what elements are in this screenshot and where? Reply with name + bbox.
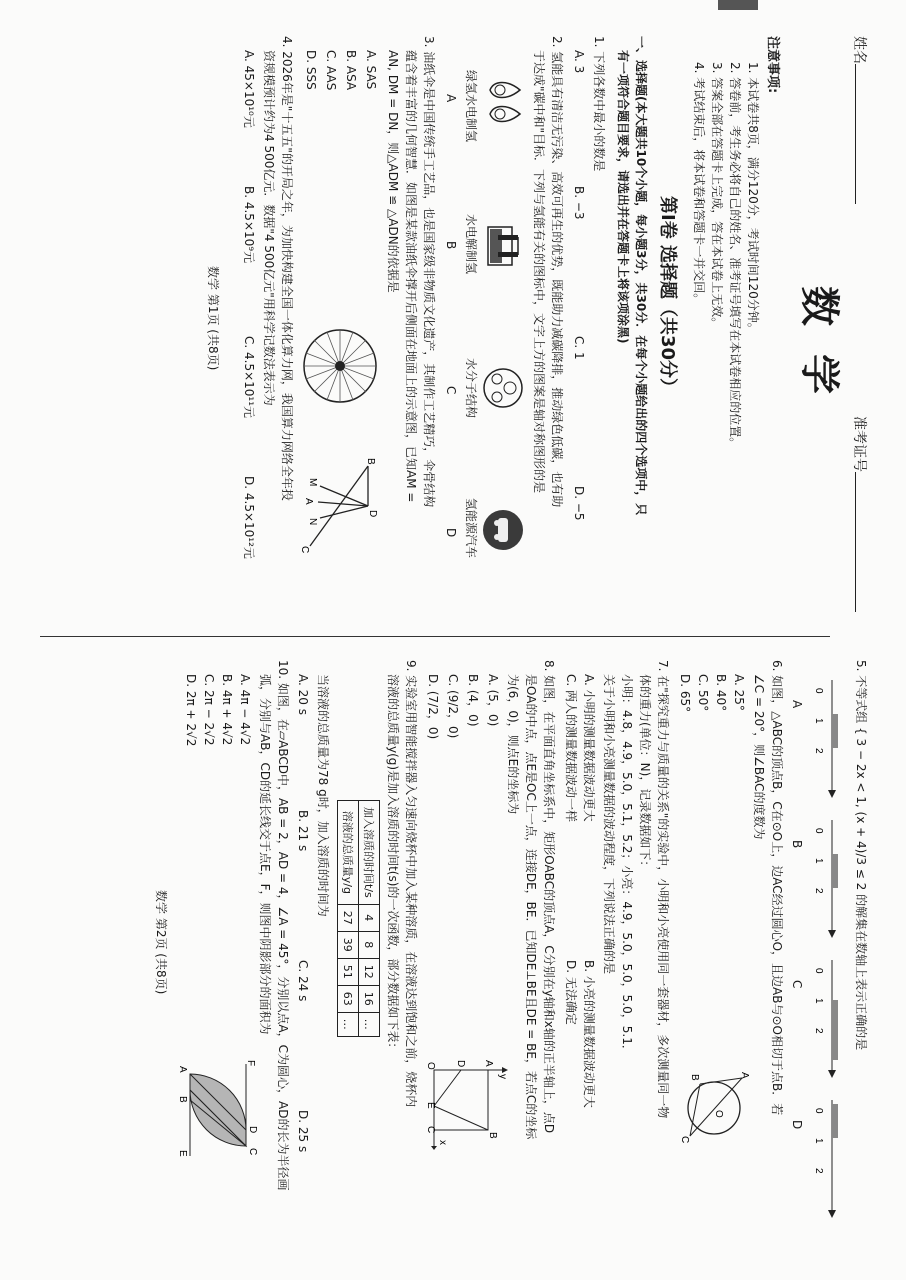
q10-stem: 10. 如图，在▱ABCD中，AB = 2，AD = 4，∠A = 45°，分别以点A，C为圆心，AD的长为半径画 [276,660,290,1191]
q7-option-a: A. 小明的测量数据波动更大 [582,674,596,822]
q9-stem: 9. 实验室用智能搅拌器入匀速向烧杯中加入某种溶质，在溶液达到饱和之前，烧杯内 [404,660,418,1108]
svg-text:O: O [425,1062,436,1070]
svg-text:1: 1 [813,998,824,1004]
q5-number-lines [802,680,846,1240]
q4-option-b: B. 4.5×10⁹元 [242,186,256,264]
q3-option-d: D. SSS [304,50,318,90]
q9-stem: 当溶液的总质量为78 g时，加入溶质的时间为 [316,674,330,917]
q1-option-a: A. 3 [572,50,586,74]
q10-option-a: A. 4π − 4√2 [238,674,252,746]
q3-stem: 3. 油纸伞是中国传统手工艺品，也是国家级非物质文化遗产，其制作工艺精巧，伞骨结构 [422,36,436,508]
green-hydrogen-icon [480,76,524,130]
q9-option-d: D. 25 s [296,1110,310,1153]
q1-option-c: C. 1 [572,336,586,360]
notice-item: 3. 答案全部在答题卡上完成，答在本试卷上无效。 [710,62,724,330]
svg-text:2: 2 [813,1028,824,1034]
svg-text:y: y [497,1074,508,1079]
q8-option-a: A. (5，0) [486,674,500,727]
q5-option-c: C [790,980,804,989]
svg-text:C: C [425,1126,436,1134]
q8-option-d: D. (7/2，0) [426,674,440,740]
table-row-label: 加入溶质的时间t/s [359,801,380,905]
svg-text:0: 0 [813,688,824,694]
electrolysis-icon [480,221,522,271]
q4-option-c: C. 4.5×10¹¹元 [242,336,256,419]
svg-text:2: 2 [813,748,824,754]
fig-label: A [303,498,314,505]
q8-coordinate-figure [424,1060,508,1150]
q10-option-d: D. 2π + 2√2 [184,674,198,747]
q10-option-c: C. 2π − 2√2 [202,674,216,746]
q10-parallelogram-figure [176,1060,260,1160]
q3-stem: 蕴含着丰富的几何智慧．如图是某款油纸伞撑开后侧面在地面上的示意图，已知AM = [404,50,418,503]
svg-text:E: E [177,1150,188,1157]
q1-option-d: D. −5 [572,486,586,521]
q4-stem: 4. 2026年是"十五五"的开局之年，为加快构建全国一体化算力网，我国算力网络全年投 [280,36,294,501]
exam-number-field [850,416,869,612]
q5-option-a: A [790,700,804,709]
page-footer: 数学 第2页 (共8页) [154,890,168,995]
q5-option-b: B [790,840,804,849]
q3-option-c: C. AAS [324,50,338,91]
number-line-a [813,680,838,798]
page-title: 数学 [796,286,843,422]
svg-text:E: E [425,1102,436,1109]
q6-circle-figure [676,1070,750,1146]
q2-option-c: C [444,386,458,395]
notice-item: 2. 答卷前，考生务必将自己的姓名、准考证号填写在本试卷相应的位置。 [728,62,742,450]
exam-page-2 [68,660,868,1250]
q1-option-b: B. −3 [572,186,586,220]
name-field [850,36,869,204]
svg-text:1: 1 [813,1138,824,1144]
svg-text:D: D [455,1060,466,1068]
q9-stem: 溶液的总质量y(g)是加入溶质的时间t(s)的一次函数，部分数据如下表： [386,674,400,1055]
q7-stem: 关于小明和小亮测量数据的波动程度，下列说法正确的是 [602,674,616,975]
svg-text:C: C [247,1148,258,1156]
umbrella-triangle-figure [296,456,380,556]
svg-text:x: x [437,1140,448,1145]
page-divider [40,636,830,637]
q10-option-b: B. 4π + 4√2 [220,674,234,746]
scan-edge-mark [718,0,758,10]
svg-text:F: F [245,1060,256,1067]
q4-option-a: A. 45×10¹⁰元 [242,50,256,128]
q2-icon-caption: 水电解制氢 [464,214,478,275]
q7-option-d: D. 无法确定 [564,960,578,1025]
q8-stem: 为(6，0)，则点E的坐标为 [506,674,520,815]
notice-item: 1. 本试卷共8页，满分120分，考试时间120分钟。 [746,62,760,335]
svg-text:1: 1 [813,718,824,724]
q9-option-a: A. 20 s [296,674,310,715]
q2-icon-caption: 绿氢水电制氢 [464,70,478,143]
q10-stem: 弧，分别与AB，CD的延长线交于点E，F，则图中阴影部分的面积为 [258,674,272,1035]
q7-option-c: C. 两人的测量数据波动一样 [564,674,578,823]
name-label: 姓名 [851,36,867,64]
q2-icon-caption: 水分子结构 [464,358,478,419]
q2-stem: 于达成"碳中和"目标．下列与氢能有关的图标中，文字上方的图案是轴对称图形的是 [532,50,546,494]
q8-option-c: C. (9/2，0) [446,674,460,739]
q2-option-a: A [444,94,458,103]
q6-stem: 6. 如图，△ABC的顶点B，C在⊙O上，边AC经过圆心O，且边AB与⊙O相切于点B．若 [770,660,784,1116]
svg-text:0: 0 [813,828,824,834]
svg-text:A: A [483,1060,494,1067]
q5-stem: 5. 不等式组 { 3 − 2x < 1, (x + 4)/3 ≤ 2 的解集在数轴上表示正确的是 [854,660,868,1051]
svg-text:2: 2 [813,888,824,894]
q4-option-d: D. 4.5×10¹²元 [242,476,256,559]
exam-number-label: 准考证号 [851,416,867,472]
q1-stem: 1. 下列各数中最小的数是 [592,36,606,172]
fig-label: B [365,458,376,465]
q4-stem: 资规模预计约为4 500亿元．数据"4 500亿元"用科学记数法表示为 [262,50,276,406]
q6-option-a: A. 25° [732,674,746,711]
hydrogen-car-icon [478,508,524,552]
umbrella-figure [296,326,380,406]
q9-data-table: 加入溶质的时间t/s 4 8 12 16 … 溶液的总质量y/g 27 39 51 63 … [337,800,380,1037]
q9-option-b: B. 21 s [296,810,310,852]
table-row-label: 溶液的总质量y/g [338,801,359,905]
exam-page-1 [68,36,868,626]
q3-option-b: B. ASA [344,50,358,91]
q7-stem: 7. 在"探究重力与质量的关系"的实验中，小明和小亮使用同一套器材，多次测量同一物 [656,660,670,1119]
section-instruction: 一、选择题(本大题共10个小题，每小题3分，共30分．在每个小题给出的四个选项中，只 [634,36,648,516]
svg-text:A: A [739,1072,750,1079]
q8-option-b: B. (4，0) [466,674,480,727]
q6-option-b: B. 40° [714,674,728,712]
section-title: 第Ⅰ卷 选择题（共30分） [657,196,678,397]
notice-heading: 注意事项: [765,36,780,94]
q7-option-b: B. 小亮的测量数据波动更大 [582,960,596,1108]
svg-text:0: 0 [813,1108,824,1114]
q2-option-b: B [444,241,458,250]
section-instruction: 有一项符合题目要求，请选出并在答题卡上将该项涂黑) [616,50,630,344]
q6-stem: ∠C = 20°，则∠BAC的度数为 [752,674,766,840]
svg-text:B: B [487,1132,498,1139]
fig-label: M [307,478,318,487]
svg-text:0: 0 [813,968,824,974]
q8-stem: 8. 如图，在平面直角坐标系中，矩形OABC的顶点A，C分别在y轴和x轴的正半轴上，点D [542,660,556,1134]
svg-text:A: A [177,1066,188,1073]
q9-option-c: C. 24 s [296,960,310,1002]
water-molecule-icon [478,366,524,410]
svg-text:D: D [247,1126,258,1134]
svg-text:B: B [177,1096,188,1103]
q7-stem: 体的重力(单位：N)，记录数据如下： [638,674,652,873]
q8-stem: 是OA的中点，点E是OC上一点，连接DE，BE．已知DE⊥BE且DE = BE，若点C的坐标 [524,674,538,1140]
svg-text:2: 2 [813,1168,824,1174]
fig-label: D [367,510,378,518]
q6-option-c: C. 50° [696,674,710,712]
svg-text:1: 1 [813,858,824,864]
page-footer: 数学 第1页 (共8页) [206,266,220,371]
q5-option-d: D [790,1120,804,1130]
fig-label: N [307,518,318,526]
svg-text:O: O [713,1110,724,1118]
svg-text:C: C [679,1136,690,1144]
q7-data: 小明：4.8，4.9，5.0，5.1，5.2；小亮：4.9，5.0，5.0，5.0，5.1． [620,674,634,1057]
fig-label: C [299,546,310,554]
q2-stem: 2. 氢能具有清洁无污染、高效可再生的优势，既能助力减碳降排，推动绿色低碳，也有助 [550,36,564,508]
q2-icon-caption: 氢能源汽车 [464,498,478,559]
notice-item: 4. 考试结束后，将本试卷和答题卡一并交回。 [692,62,706,306]
q3-stem: AN, DM = DN，则△ADM ≌ △ADN的依据是 [386,50,400,293]
q3-option-a: A. SAS [364,50,378,90]
svg-text:B: B [689,1074,700,1081]
q2-option-d: D [444,528,458,538]
q6-option-d: D. 65° [678,674,692,713]
